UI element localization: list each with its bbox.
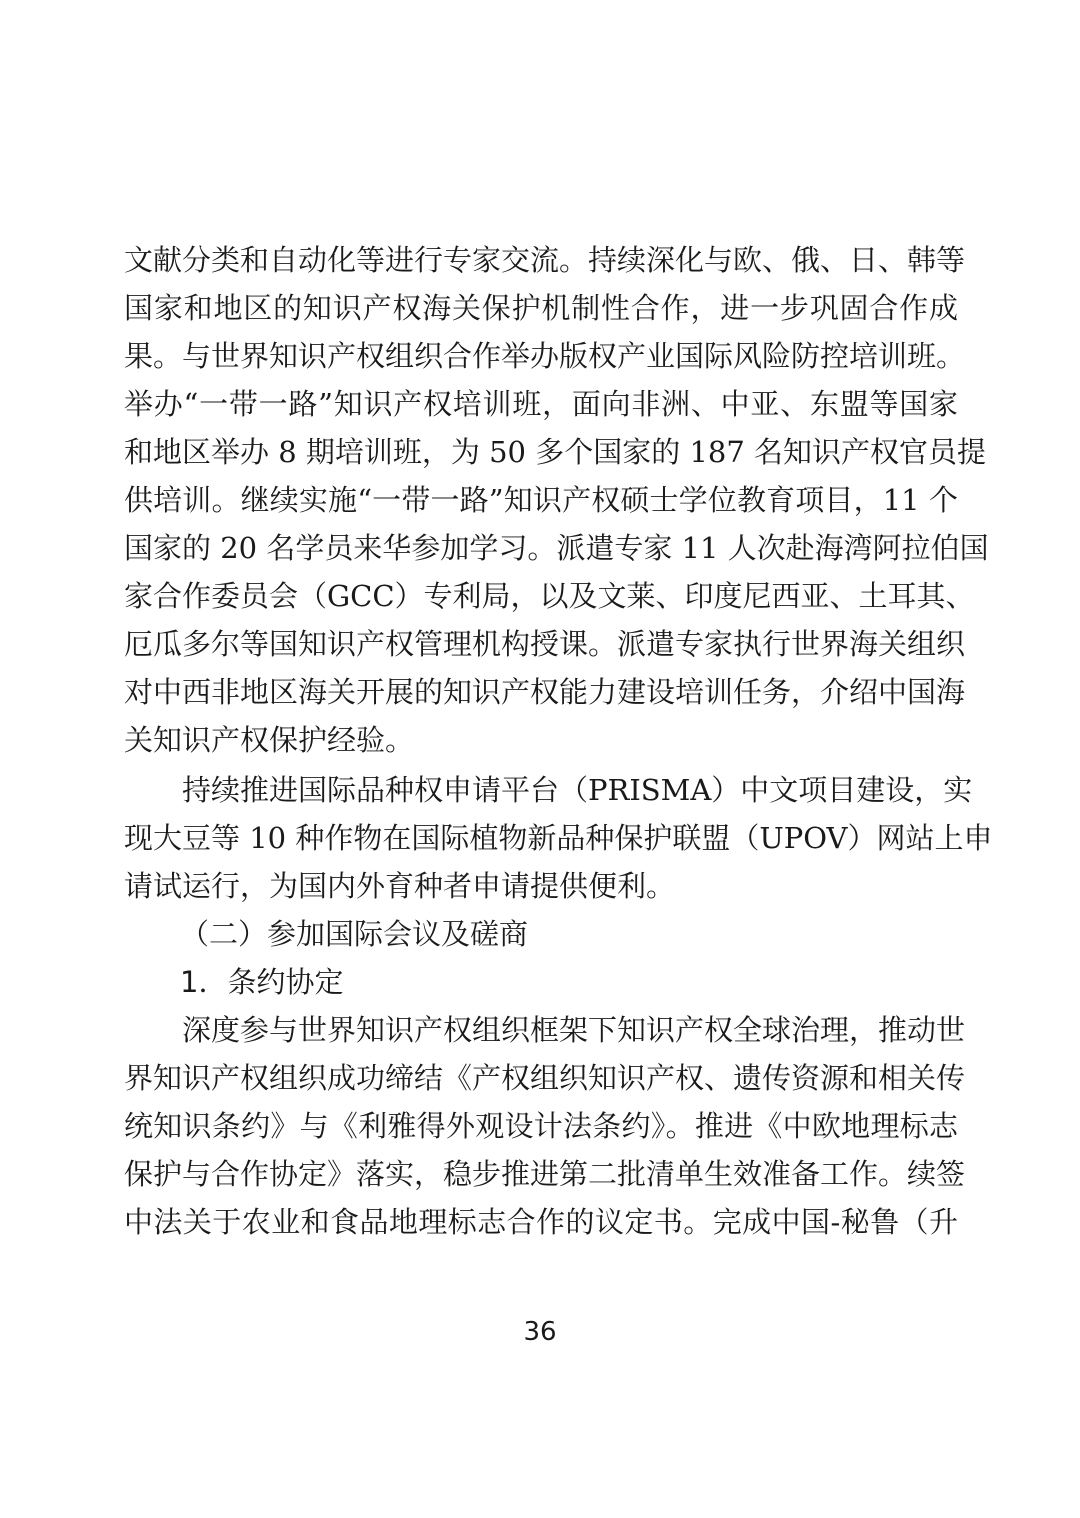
paragraph-line: 深度参与世界知识产权组织框架下知识产权全球治理，推动世 (182, 1013, 966, 1047)
page-number: 36 (523, 1317, 557, 1347)
paragraph-line: 家合作委员会（GCC）专利局，以及文莱、印度尼西亚、土耳其、 (124, 579, 975, 613)
paragraph-line: 对中西非地区海关开展的知识产权能力建设培训任务，介绍中国海 (124, 675, 966, 709)
paragraph-line: 中法关于农业和食品地理标志合作的议定书。完成中国-秘鲁（升 (124, 1205, 958, 1239)
paragraph-line: 果。与世界知识产权组织合作举办版权产业国际风险防控培训班。 (124, 339, 966, 373)
paragraph-line: 现大豆等 10 种作物在国际植物新品种保护联盟（UPOV）网站上申 (124, 821, 993, 855)
paragraph-line: 请试运行，为国内外育种者申请提供便利。 (124, 869, 676, 903)
paragraph-line: 持续推进国际品种权申请平台（PRISMA）中文项目建设，实 (182, 773, 973, 807)
paragraph-line: 举办“一带一路”知识产权培训班，面向非洲、中亚、东盟等国家 (124, 387, 958, 421)
paragraph-line: 国家和地区的知识产权海关保护机制性合作，进一步巩固合作成 (124, 291, 958, 325)
paragraph-line: 统知识条约》与《利雅得外观设计法条约》。推进《中欧地理标志 (124, 1109, 958, 1143)
paragraph-line: 保护与合作协定》落实，稳步推进第二批清单生效准备工作。续签 (124, 1157, 966, 1191)
subsection-heading: 1．条约协定 (180, 965, 344, 999)
paragraph-line: 国家的 20 名学员来华参加学习。派遣专家 11 人次赴海湾阿拉伯国 (124, 531, 989, 565)
paragraph-line: 供培训。继续实施“一带一路”知识产权硕士学位教育项目，11 个 (124, 483, 958, 517)
paragraph-line: 厄瓜多尔等国知识产权管理机构授课。派遣专家执行世界海关组织 (124, 627, 966, 661)
paragraph-line: 和地区举办 8 期培训班，为 50 多个国家的 187 名知识产权官员提 (124, 435, 987, 469)
paragraph-line: 关知识产权保护经验。 (124, 723, 415, 757)
section-heading: （二）参加国际会议及磋商 (180, 917, 529, 951)
paragraph-line: 文献分类和自动化等进行专家交流。持续深化与欧、俄、日、韩等 (124, 243, 966, 277)
paragraph-line: 界知识产权组织成功缔结《产权组织知识产权、遗传资源和相关传 (124, 1061, 966, 1095)
